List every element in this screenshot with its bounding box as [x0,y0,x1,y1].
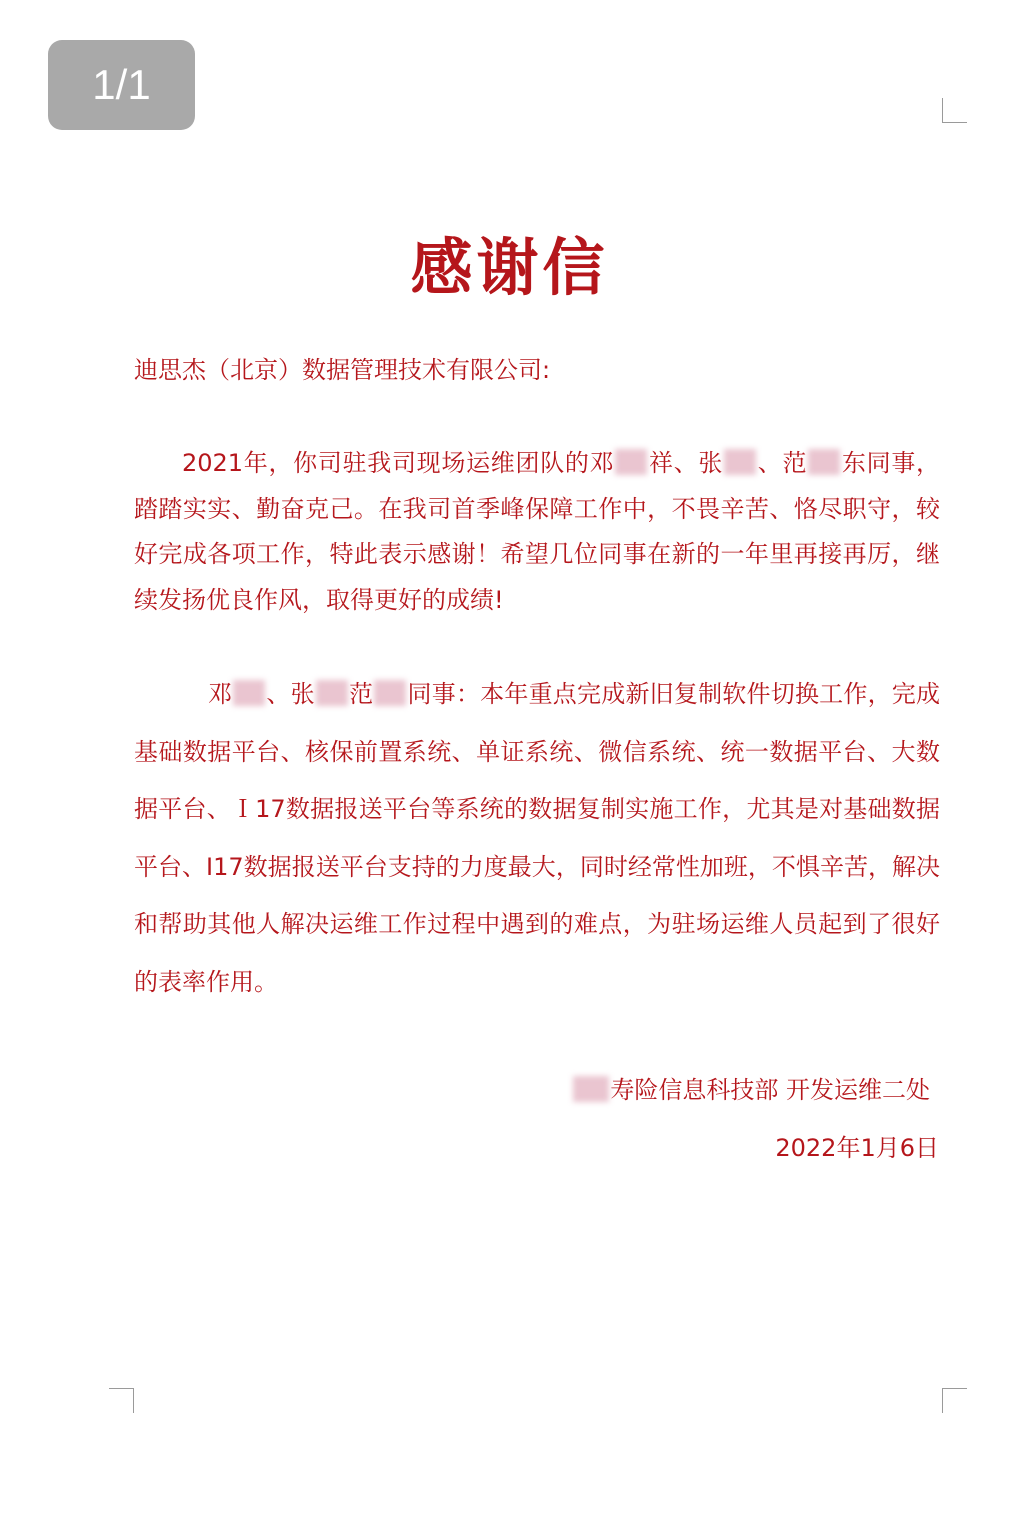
letter-recipient: 迪思杰（北京）数据管理技术有限公司: [134,356,551,384]
page-corner-mark-bottom-right [942,1388,967,1413]
para1-text-d: 东同事，踏踏实实、勤奋克己。在我司首季峰保障工作中，不畏辛苦、恪尽职守，较好完成各项工作，特此表示感谢！希望几位同事在新的一年里再接再厉，继续发扬优良作风，取得更好的成绩! [134,449,941,614]
redaction-mark [808,449,840,475]
letter-paragraph-2 [134,666,940,1011]
para1-text-a: 2021年，你司驻我司现场运维团队的邓 [182,449,615,477]
letter-signature [572,1072,930,1108]
para2-text-b: 、张 [266,680,315,708]
redaction-mark [615,449,647,475]
page-corner-mark-bottom-left [109,1388,134,1413]
redaction-mark [724,449,756,475]
redaction-mark [316,680,348,706]
para2-text-c: 范 [348,680,374,708]
letter-paragraph-1 [134,441,940,623]
para2-text-a: 邓 [208,680,233,708]
para1-text-c: 、范 [757,449,808,477]
letter-date: 2022年1月6日 [775,1134,939,1162]
redaction-mark [374,680,406,706]
page-counter: 1/1 [48,40,195,130]
redaction-mark [573,1076,609,1102]
page-corner-mark-top-right [942,98,967,123]
para2-text-d: 同事：本年重点完成新旧复制软件切换工作，完成基础数据平台、核保前置系统、单证系统、微信系统、统一数据平台、大数据平台、Ｉ17数据报送平台等系统的数据复制实施工作，尤其是对基础数据平台、I17数据报送平台支持的力度最大，同时经常性加班，不惧辛苦，解决和帮助其他人解决运维工作过程中遇到的难点，为驻场运维人员起到了很好的表率作用。 [134,680,941,996]
signature-text: 寿险信息科技部 开发运维二处 [610,1076,930,1104]
letter-title: 感谢信 [410,231,609,304]
para1-text-b: 祥、张 [648,449,724,477]
redaction-mark [233,680,265,706]
